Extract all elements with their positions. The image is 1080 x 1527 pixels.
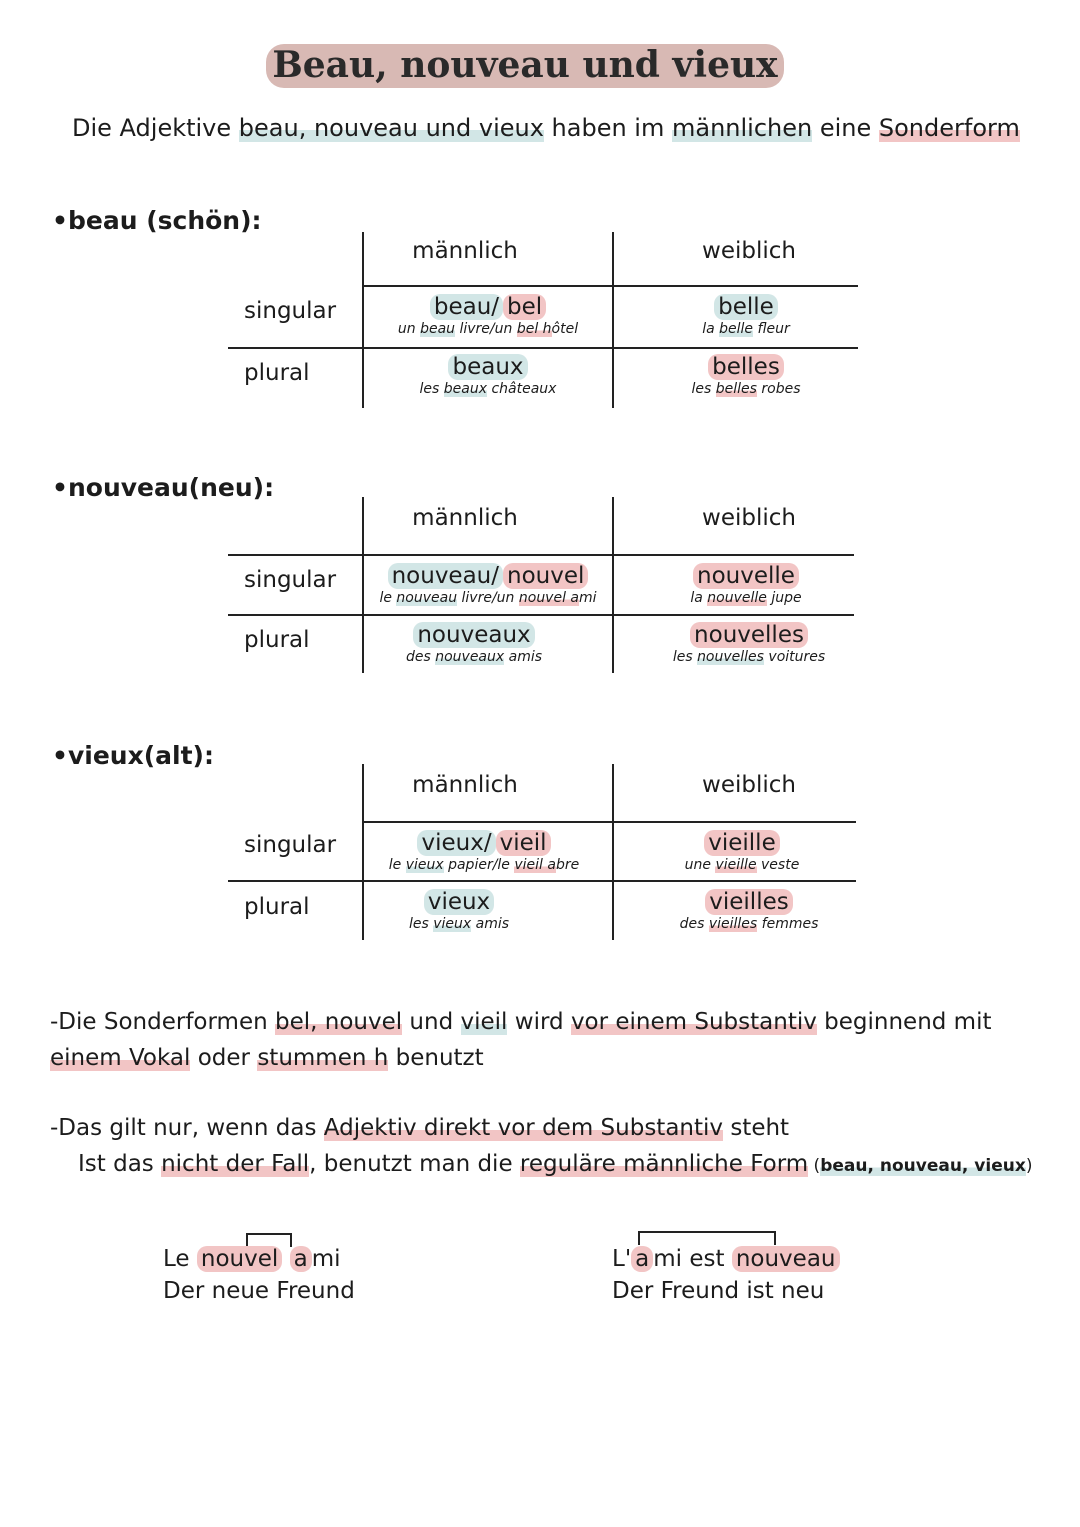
- cell-sg-fem: belle la belle fleur: [702, 294, 790, 337]
- rule-direkt-vor: -Das gilt nur, wenn das Adjektiv direkt vor dem Substantiv steht Ist das nicht der Fall, benutzt man die reguläre männliche Form (beau, nouveau, vieux): [50, 1115, 1033, 1177]
- row-label-singular: singular: [244, 567, 337, 593]
- cell-pl-masc: nouveaux des nouveaux amis: [405, 622, 543, 665]
- cell-pl-masc: vieux les vieux amis: [408, 889, 510, 932]
- row-label-plural: plural: [244, 360, 310, 386]
- table-beau: [228, 232, 858, 412]
- header-fem: weiblich: [702, 238, 796, 264]
- intro-sentence: Die Adjektive beau, nouveau und vieux haben im männlichen eine Sonderform: [72, 114, 1020, 142]
- table-rule: [362, 821, 856, 823]
- table-rule: [228, 880, 856, 882]
- cell-pl-fem: belles les belles robes: [691, 354, 801, 397]
- row-label-singular: singular: [244, 298, 337, 324]
- page-title: Beau, nouveau und vieux: [0, 44, 1050, 86]
- table-rule: [228, 554, 854, 556]
- section-label-beau: •beau (schön):: [52, 206, 262, 235]
- section-label-nouveau: •nouveau(neu):: [52, 473, 275, 502]
- cell-sg-masc: vieux/ vieil le vieux papier/le vieil abre: [388, 830, 580, 873]
- header-masc: männlich: [412, 505, 518, 531]
- section-label-vieux: •vieux(alt):: [52, 741, 214, 770]
- cell-sg-fem: nouvelle la nouvelle jupe: [690, 563, 802, 606]
- row-label-singular: singular: [244, 832, 337, 858]
- table-rule: [228, 614, 854, 616]
- header-masc: männlich: [412, 238, 518, 264]
- table-rule: [362, 285, 858, 287]
- rule-sonderformen: -Die Sonderformen bel, nouvel und vieil wird vor einem Substantiv beginnend mit einem Vokal oder stummen h benutzt: [50, 1009, 992, 1071]
- cell-sg-masc: nouveau/ nouvel le nouveau livre/un nouvel ami: [379, 563, 597, 606]
- header-fem: weiblich: [702, 772, 796, 798]
- example-right: L' a mi est nouveau Der Freund ist neu: [612, 1243, 840, 1307]
- row-label-plural: plural: [244, 627, 310, 653]
- cell-sg-fem: vieille une vieille veste: [684, 830, 800, 873]
- cell-sg-masc: beau/ bel un beau livre/un bel hôtel: [397, 294, 579, 337]
- table-vieux: [228, 764, 858, 944]
- table-rule: [228, 347, 858, 349]
- cell-pl-fem: nouvelles les nouvelles voitures: [672, 622, 826, 665]
- row-label-plural: plural: [244, 894, 310, 920]
- example-left: Le nouvel a mi Der neue Freund: [163, 1246, 355, 1304]
- cell-pl-masc: beaux les beaux châteaux: [419, 354, 557, 397]
- header-masc: männlich: [412, 772, 518, 798]
- cell-pl-fem: vieilles des vieilles femmes: [679, 889, 819, 932]
- table-nouveau: [228, 497, 858, 677]
- header-fem: weiblich: [702, 505, 796, 531]
